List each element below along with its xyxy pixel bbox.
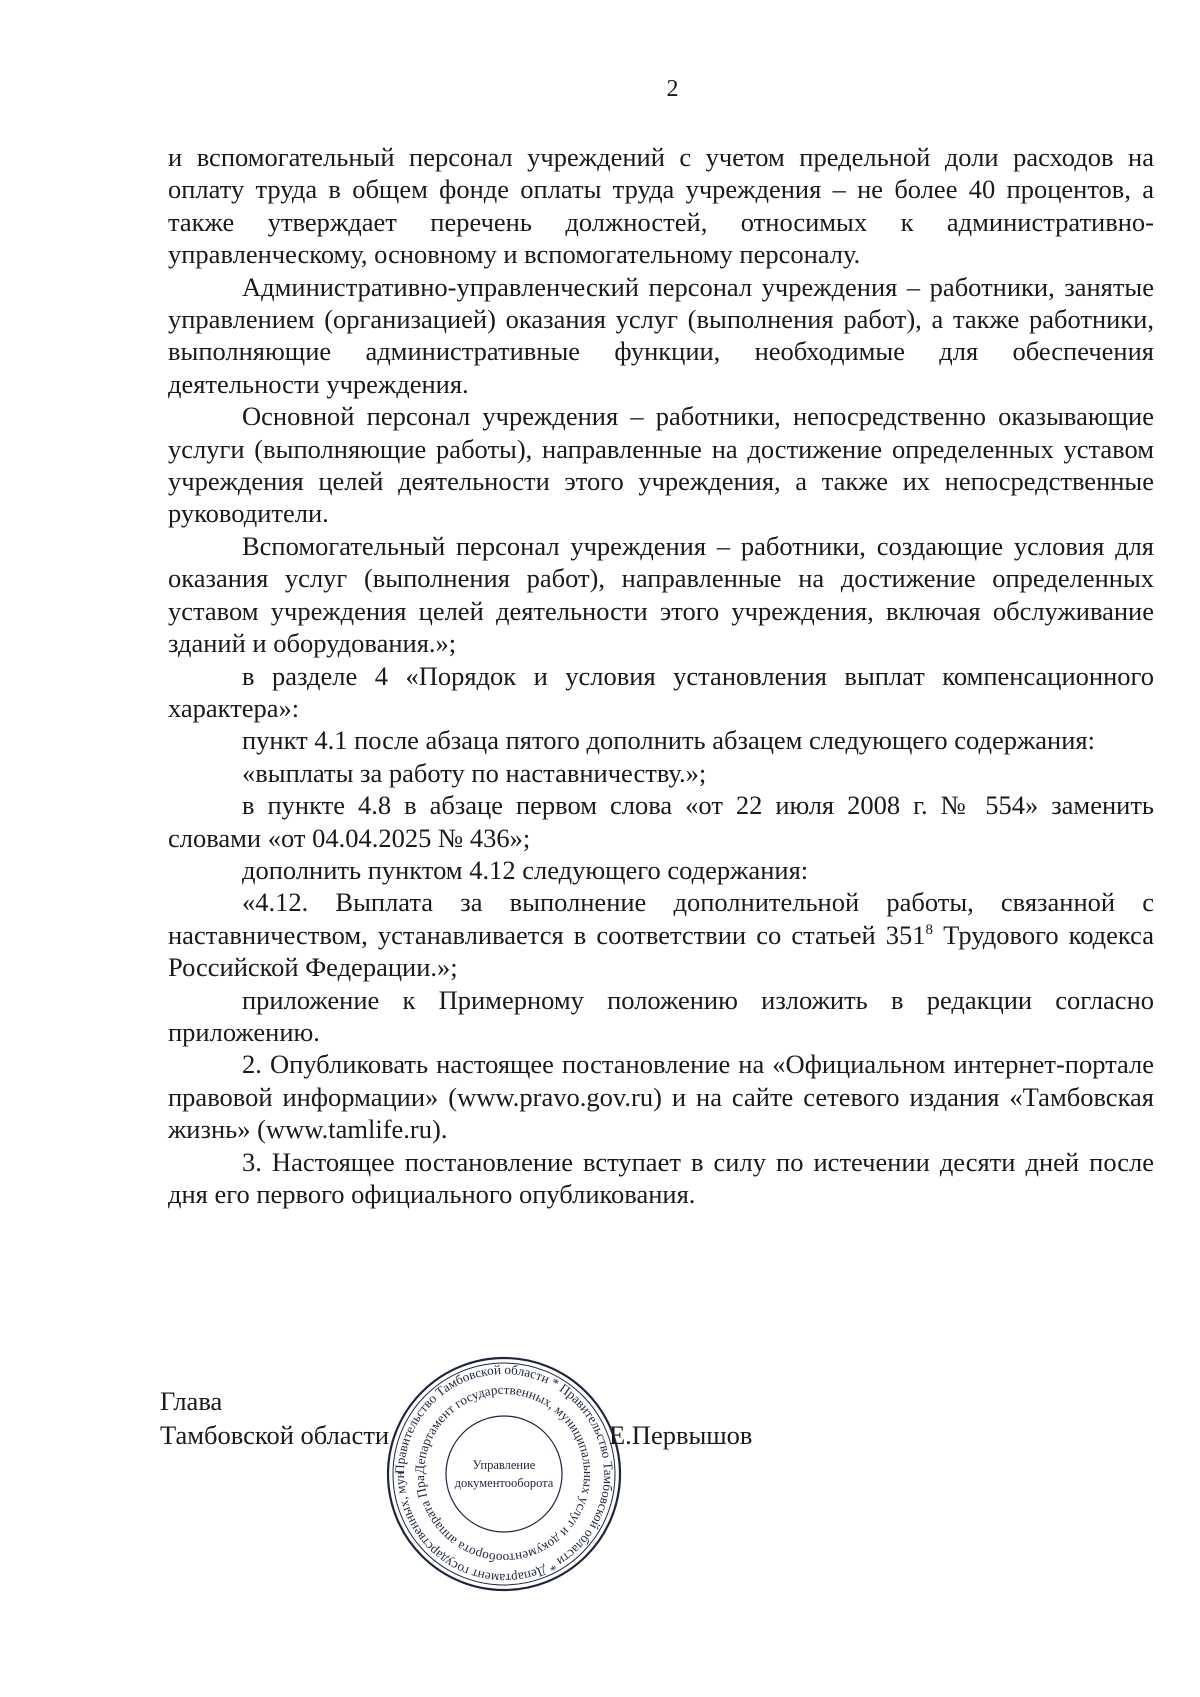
official-seal — [385, 1355, 623, 1593]
paragraph-section-4: в разделе 4 «Порядок и условия установления выплат компенсационного характера»: — [168, 660, 1154, 723]
paragraph-mentoring-payments: «выплаты за работу по наставничеству.»; — [242, 757, 707, 788]
page-number: 2 — [666, 76, 680, 102]
paragraph-admin-staff: Административно-управленческий персонал учреждения – работники, занятые управлением (организацией) оказания услуг (выполнения работ), а также работники, выполняющие административные функции, необходимые для обеспечения деятельности учреждения. — [168, 271, 1154, 399]
article-superscript: 8 — [925, 921, 934, 938]
paragraph-support-staff: Вспомогательный персонал учреждения – работники, создающие условия для оказания услуг (выполнения работ), направленные на достижение определенных уставом учреждения целей деятельности этого учреждения, включая обслуживание зданий и оборудования.»; — [168, 530, 1154, 659]
signatory-name: Е.Первышов — [609, 1420, 753, 1450]
seal-center-line2: документооборота — [454, 1476, 554, 1490]
point-4-12-text-start: «4.12. Выплата за выполнение дополнительной работы, связанной с наставничеством, устанавливается в соответствии со статьей 351 — [168, 887, 1154, 950]
paragraph-continuation: и вспомогательный персонал учреждений с учетом предельной доли расходов на оплату труда в общем фонде оплаты труда учреждения – не более 40 процентов, а также утверждает перечень должностей, относимых к административно-управленческому, основному и вспомогательному персоналу. — [168, 142, 1154, 270]
paragraph-main-staff: Основной персонал учреждения – работники, непосредственно оказывающие услуги (выполняющие работы), направленные на достижение определенных уставом учреждения целей деятельности этого учреждения, а также их непосредственные руководители. — [168, 401, 1154, 529]
paragraph-point-4-1: пункт 4.1 после абзаца пятого дополнить абзацем следующего содержания: — [242, 725, 1095, 756]
point-4-12-text-end: Трудового кодекса Российской Федерации.»; — [168, 919, 1154, 983]
paragraph-point-4-12-text — [168, 886, 1154, 983]
official-seal-graphic — [385, 1355, 623, 1593]
document-body — [168, 141, 1154, 1210]
signature-post-line1: Глава — [160, 1386, 223, 1416]
paragraph-add-point-4-12: дополнить пунктом 4.12 следующего содержания: — [242, 854, 809, 885]
paragraph-effective-date: 3. Настоящее постановление вступает в силу по истечении десяти дней после дня его первого официального опубликования. — [168, 1146, 1154, 1209]
signature-post — [160, 1384, 389, 1452]
paragraph-appendix: приложение к Примерному положению изложить в редакции согласно приложению. — [168, 984, 1154, 1047]
seal-inner-text: Департамент государственных, муниципальных услуг и документооборота аппарата Пра — [411, 1381, 597, 1567]
paragraph-point-4-8: в пункте 4.8 в абзаце первом слова «от 22 июля 2008 г. № 554» заменить словами «от 04.04.2025 № 436»; — [168, 790, 1154, 853]
seal-center-line1: Управление — [472, 1458, 536, 1472]
seal-outer-text: Правительство Тамбовской области * Правительство Тамбовской области * Департамент государственных, мун — [391, 1361, 617, 1587]
paragraph-publish: 2. Опубликовать настоящее постановление на «Официальном интернет-портале правовой информации» (www.pravo.gov.ru) и на сайте сетевого издания «Тамбовская жизнь» (www.tamlife.ru). — [168, 1049, 1154, 1145]
signature-post-line2: Тамбовской области — [160, 1420, 390, 1450]
